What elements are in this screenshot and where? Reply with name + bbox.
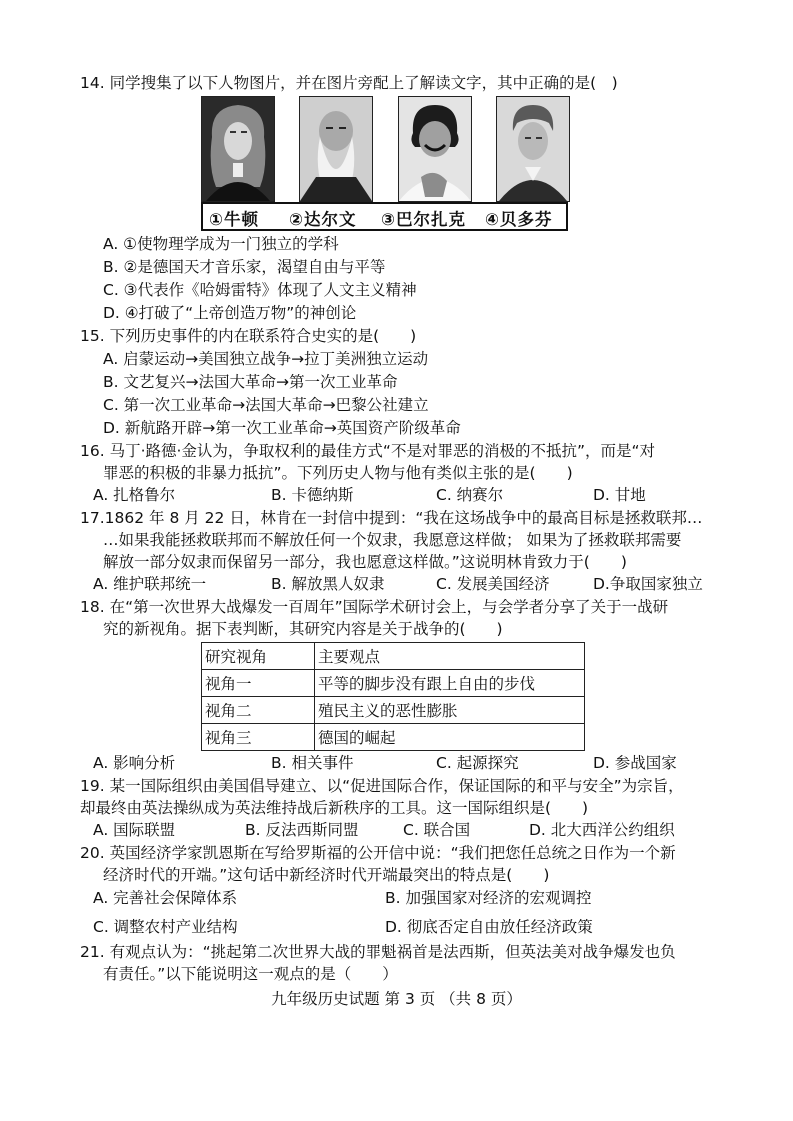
q16-stem-line-1: 16. 马丁·路德·金认为，争取权利的最佳方式“不是对罪恶的消极的不抵抗”，而是“对 <box>80 442 656 460</box>
q20-option-b: B. 加强国家对经济的宏观调控 <box>385 889 592 907</box>
caption-beethoven: ④贝多芬 <box>485 210 553 229</box>
table-cell: 视角三 <box>202 724 315 751</box>
darwin-portrait <box>299 96 373 202</box>
q16-option-b: B. 卡德纳斯 <box>271 486 354 504</box>
caption-balzac: ③巴尔扎克 <box>381 210 466 229</box>
q20-options-row-1 <box>93 887 713 909</box>
q15-option-d: D. 新航路开辟→第一次工业革命→英国资产阶级革命 <box>103 419 461 437</box>
q18-table <box>201 642 585 751</box>
q19-option-b: B. 反法西斯同盟 <box>245 821 359 839</box>
table-header-cell: 研究视角 <box>202 643 315 670</box>
caption-newton: ①牛顿 <box>209 210 259 229</box>
q15-option-a: A. 启蒙运动→美国独立战争→拉丁美洲独立运动 <box>103 350 429 368</box>
q18-option-b: B. 相关事件 <box>271 754 354 772</box>
q19-option-c: C. 联合国 <box>403 821 471 839</box>
q16-options <box>93 484 713 506</box>
table-header-row <box>202 643 585 670</box>
table-cell: 视角二 <box>202 697 315 724</box>
newton-portrait <box>201 96 275 202</box>
q15-stem: 15. 下列历史事件的内在联系符合史实的是( ) <box>80 327 417 345</box>
q14-option-b: B. ②是德国天才音乐家，渴望自由与平等 <box>103 258 386 276</box>
q17-options <box>93 573 713 595</box>
q17-option-d: D.争取国家独立 <box>593 575 703 593</box>
page-footer: 九年级历史试题 第 3 页 （共 8 页） <box>271 990 522 1008</box>
q18-option-c: C. 起源探究 <box>436 754 519 772</box>
q18-option-d: D. 参战国家 <box>593 754 677 772</box>
q19-stem-line-2: 却最终由英法操纵成为英法维持战后新秩序的工具。这一国际组织是( ) <box>80 799 589 817</box>
q14-option-d: D. ④打破了“上帝创造万物”的神创论 <box>103 304 357 322</box>
q18-option-a: A. 影响分析 <box>93 754 176 772</box>
q15-option-c: C. 第一次工业革命→法国大革命→巴黎公社建立 <box>103 396 429 414</box>
table-cell: 殖民主义的恶性膨胀 <box>315 697 585 724</box>
table-row <box>202 670 585 697</box>
q14-option-a: A. ①使物理学成为一门独立的学科 <box>103 235 339 253</box>
q20-options-row-2 <box>93 916 713 938</box>
q16-option-a: A. 扎格鲁尔 <box>93 486 176 504</box>
q20-option-c: C. 调整农村产业结构 <box>93 918 238 936</box>
q17-option-a: A. 维护联邦统一 <box>93 575 207 593</box>
q18-stem-line-1: 18. 在“第一次世界大战爆发一百周年”国际学术研讨会上，与会学者分享了关于一战研 <box>80 598 669 616</box>
q20-stem-line-1: 20. 英国经济学家凯恩斯在写给罗斯福的公开信中说：“我们把您任总统之日作为一个新 <box>80 844 676 862</box>
q20-option-a: A. 完善社会保障体系 <box>93 889 238 907</box>
balzac-portrait <box>398 96 472 202</box>
q16-option-c: C. 纳赛尔 <box>436 486 504 504</box>
table-cell: 平等的脚步没有跟上自由的步伐 <box>315 670 585 697</box>
q16-option-d: D. 甘地 <box>593 486 646 504</box>
q16-stem-line-2: 罪恶的积极的非暴力抵抗”。下列历史人物与他有类似主张的是( ) <box>103 464 573 482</box>
q19-options <box>93 819 713 841</box>
q17-stem-line-2: …如果我能拯救联邦而不解放任何一个奴隶，我愿意这样做； 如果为了拯救联邦需要 <box>103 531 682 549</box>
q14-stem: 14. 同学搜集了以下人物图片，并在图片旁配上了解读文字，其中正确的是( ) <box>80 74 618 92</box>
table-cell: 视角一 <box>202 670 315 697</box>
portrait-captions <box>201 202 568 231</box>
q15-option-b: B. 文艺复兴→法国大革命→第一次工业革命 <box>103 373 398 391</box>
q18-options <box>93 752 713 774</box>
table-header-cell: 主要观点 <box>315 643 585 670</box>
q20-option-d: D. 彻底否定自由放任经济政策 <box>385 918 593 936</box>
caption-darwin: ②达尔文 <box>289 210 357 229</box>
beethoven-portrait <box>496 96 570 202</box>
q19-option-a: A. 国际联盟 <box>93 821 176 839</box>
table-row <box>202 724 585 751</box>
q17-stem-line-3: 解放一部分奴隶而保留另一部分，我也愿意这样做。”这说明林肯致力于( ) <box>103 553 627 571</box>
q20-stem-line-2: 经济时代的开端。”这句话中新经济时代开端最突出的特点是( ) <box>103 866 550 884</box>
q17-option-b: B. 解放黑人奴隶 <box>271 575 385 593</box>
portrait-strip <box>201 96 568 233</box>
q19-stem-line-1: 19. 某一国际组织由美国倡导建立、以“促进国际合作，保证国际的和平与安全”为宗旨， <box>80 777 684 795</box>
q18-stem-line-2: 究的新视角。据下表判断，其研究内容是关于战争的( ) <box>103 620 503 638</box>
q19-option-d: D. 北大西洋公约组织 <box>529 821 675 839</box>
table-row <box>202 697 585 724</box>
q21-stem-line-1: 21. 有观点认为：“挑起第二次世界大战的罪魁祸首是法西斯，但英法美对战争爆发也负 <box>80 943 676 961</box>
q17-option-c: C. 发展美国经济 <box>436 575 550 593</box>
table-cell: 德国的崛起 <box>315 724 585 751</box>
q14-option-c: C. ③代表作《哈姆雷特》体现了人文主义精神 <box>103 281 417 299</box>
q17-stem-line-1: 17.1862 年 8 月 22 日，林肯在一封信中提到：“我在这场战争中的最高目标是拯救联邦… <box>80 509 703 527</box>
q21-stem-line-2: 有责任。”以下能说明这一观点的是（ ） <box>103 965 398 983</box>
